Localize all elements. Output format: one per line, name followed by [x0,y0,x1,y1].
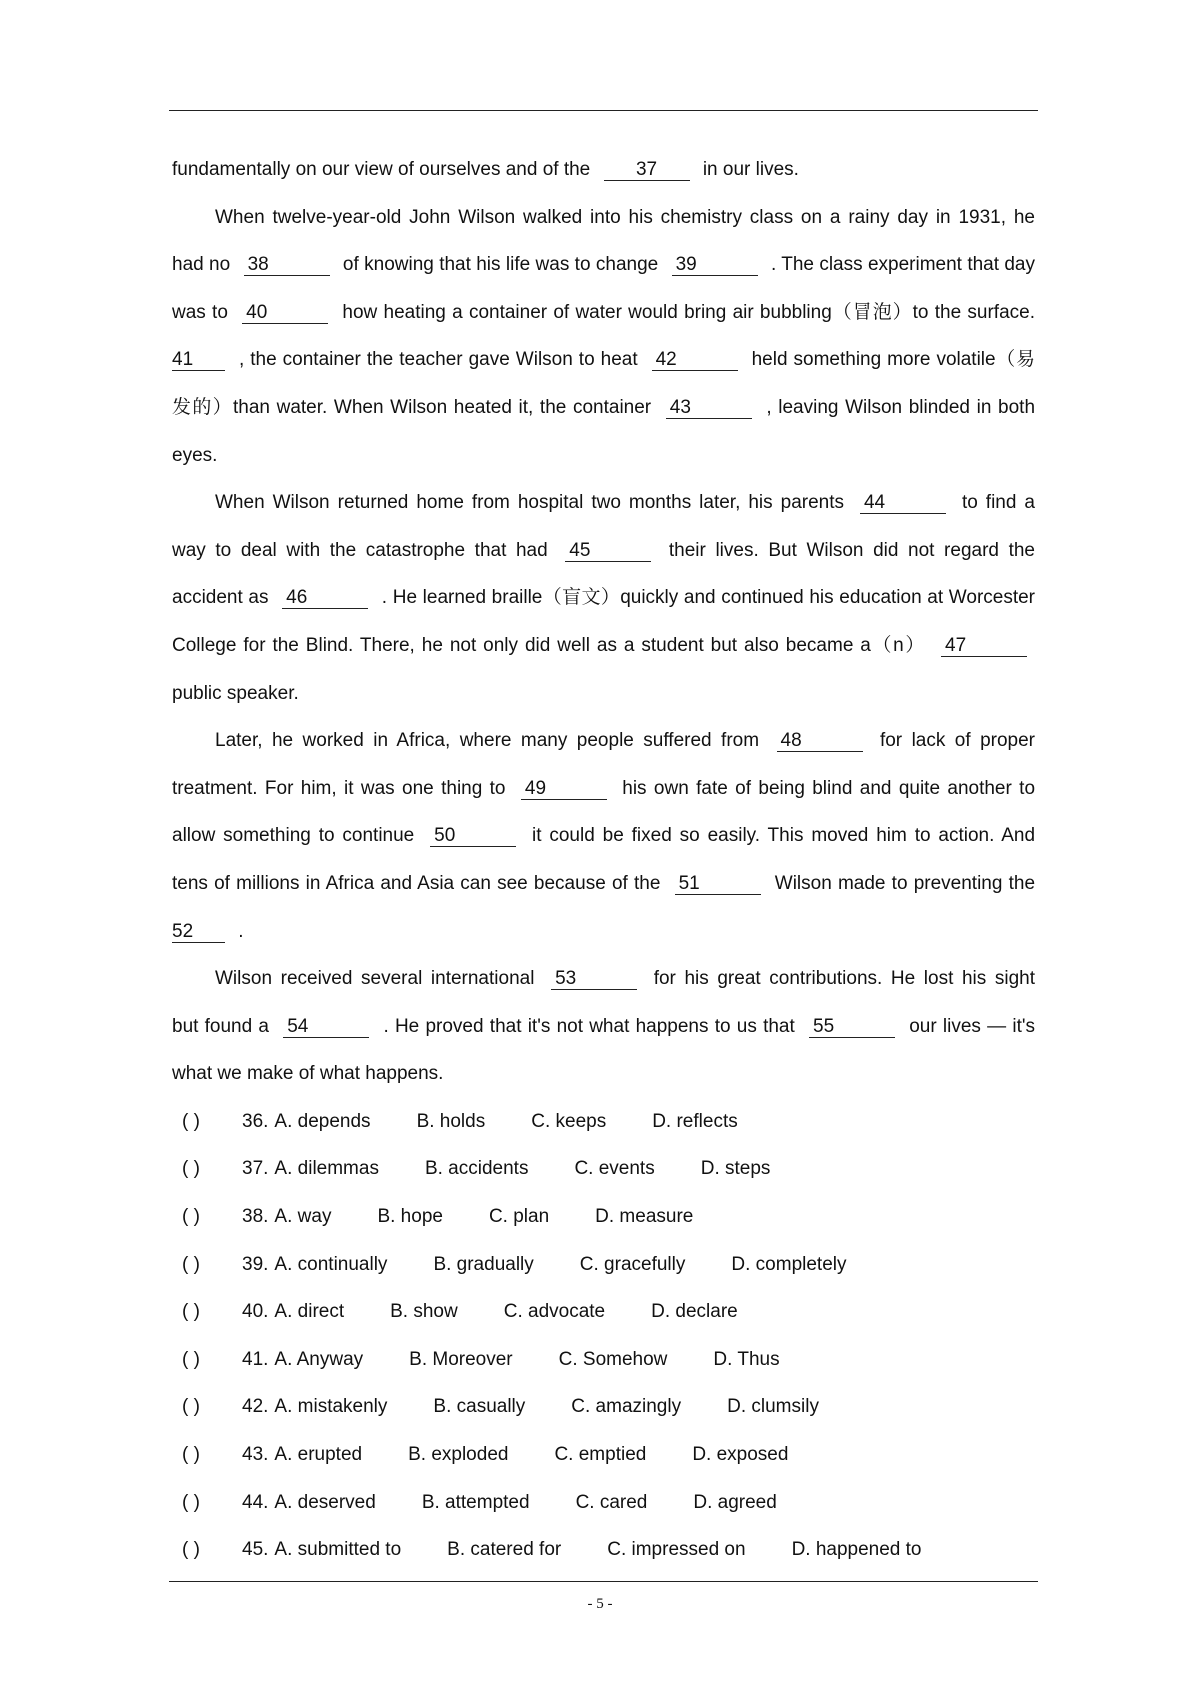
answer-blank: 45 [565,541,651,562]
answer-option: B. accidents [424,1158,529,1180]
passage-line [172,384,1035,432]
passage-text: for his great contributions. He lost his sight [653,968,1035,990]
question-item [172,1193,1035,1241]
passage-text: . The class experiment that day [770,254,1035,276]
passage-text: When Wilson returned home from hospital two months later, his parents [215,492,844,514]
passage-line [172,670,1035,718]
answer-option: C. amazingly [571,1396,682,1418]
passage-text: . [238,920,244,942]
answer-bracket[interactable]: ( ) [182,1206,200,1228]
question-number: 38. [242,1206,269,1228]
question-item [172,1288,1035,1336]
answer-option: D. completely [731,1253,847,1275]
passage-text: held something more volatile（易 [751,349,1035,371]
passage-text: Wilson received several international [215,968,535,990]
answer-blank: 43 [666,398,752,419]
answer-option: C. Somehow [558,1348,668,1370]
answer-option: A. submitted to [274,1539,402,1561]
answer-option: B. Moreover [409,1348,513,1370]
answer-bracket[interactable]: ( ) [182,1301,200,1323]
passage-text: fundamentally on our view of ourselves and of the [172,159,591,180]
question-item [172,1336,1035,1384]
passage-text: When twelve-year-old John Wilson walked into his chemistry class on a rainy day in 1931, he [215,206,1035,228]
question-item [172,1145,1035,1193]
answer-option: D. steps [700,1158,771,1180]
answer-option: B. holds [416,1110,486,1132]
answer-bracket[interactable]: ( ) [182,1539,200,1561]
passage-line [172,574,1035,622]
passage-text: had no [172,254,231,276]
passage-text: Later, he worked in Africa, where many people suffered from [215,730,760,752]
answer-bracket[interactable]: ( ) [182,1396,200,1418]
answer-option: C. emptied [554,1444,647,1466]
answer-bracket[interactable]: ( ) [182,1348,200,1370]
answer-option: B. exploded [408,1444,509,1466]
answer-blank: 50 [430,826,516,847]
answer-bracket[interactable]: ( ) [182,1158,200,1180]
passage-line [172,241,1035,289]
passage-text: tens of millions in Africa and Asia can see because of the [172,872,661,894]
answer-option: A. deserved [274,1491,376,1513]
answer-blank: 37 [604,160,690,181]
page-number: - 5 - [587,1596,613,1612]
passage-text: 发的）than water. When Wilson heated it, the container [172,396,652,418]
passage-text: to find a [961,492,1035,514]
passage-text: Wilson made to preventing the [774,872,1035,894]
answer-option: C. events [574,1158,655,1180]
passage-text: how heating a container of water would bring air bubbling（冒泡）to the surface. [342,301,1035,323]
answer-option: A. mistakenly [274,1396,388,1418]
passage-text: for lack of proper [879,730,1035,752]
answer-option: B. casually [433,1396,526,1418]
answer-option: A. depends [274,1110,371,1132]
question-number: 39. [242,1253,269,1275]
passage-line [172,1003,1035,1051]
passage-line [172,717,1035,765]
answer-bracket[interactable]: ( ) [182,1444,200,1466]
question-number: 42. [242,1396,269,1418]
passage-text: way to deal with the catastrophe that had [172,539,548,561]
answer-blank: 48 [777,731,863,752]
answer-blank: 52 [172,922,225,943]
answer-option: C. impressed on [607,1539,746,1561]
passage-line [172,622,1035,670]
passage-line [172,955,1035,1003]
passage-text: , leaving Wilson blinded in both [766,396,1035,418]
answer-blank: 40 [242,303,328,324]
answer-option: D. measure [595,1206,694,1228]
answer-option: B. hope [377,1206,443,1228]
footer-rule [169,1581,1038,1582]
passage-line [172,146,1035,194]
passage-text: eyes. [172,444,218,466]
answer-blank: 49 [521,779,607,800]
passage-line [172,479,1035,527]
passage-line [172,860,1035,908]
passage-text: but found a [172,1015,269,1037]
question-number: 37. [242,1158,269,1180]
answer-blank: 47 [941,636,1027,657]
answer-blank: 55 [809,1017,895,1038]
question-number: 40. [242,1301,269,1323]
question-item [172,1526,1035,1574]
passage-text: what we make of what happens. [172,1063,444,1085]
answer-option: B. show [390,1301,458,1323]
answer-option: C. cared [575,1491,648,1513]
question-item [172,1241,1035,1289]
answer-blank: 54 [283,1017,369,1038]
passage-line [172,812,1035,860]
answer-bracket[interactable]: ( ) [182,1110,200,1132]
answer-option: A. continually [274,1253,388,1275]
answer-blank: 41 [172,350,225,371]
passage-text: . He proved that it's not what happens to us that [383,1015,795,1037]
document-body [172,146,1035,1574]
passage-text: our lives — it's [909,1015,1035,1037]
question-number: 45. [242,1539,269,1561]
passage-text: treatment. For him, it was one thing to [172,777,506,799]
answer-blank: 46 [282,588,368,609]
answer-option: B. catered for [447,1539,562,1561]
answer-option: C. keeps [531,1110,607,1132]
passage-text: accident as [172,587,269,609]
passage-text: allow something to continue [172,825,415,847]
answer-option: D. happened to [791,1539,922,1561]
answer-bracket[interactable]: ( ) [182,1491,200,1513]
question-list [172,1098,1035,1574]
question-item [172,1431,1035,1479]
answer-option: D. reflects [652,1110,738,1132]
answer-option: D. Thus [713,1348,780,1370]
answer-option: A. direct [274,1301,345,1323]
passage-text: of knowing that his life was to change [342,254,659,276]
passage-text: in our lives. [702,159,799,180]
answer-option: C. advocate [503,1301,606,1323]
answer-option: A. way [274,1206,332,1228]
passage-line [172,432,1035,480]
question-item [172,1098,1035,1146]
answer-blank: 42 [652,350,738,371]
answer-blank: 51 [675,874,761,895]
answer-bracket[interactable]: ( ) [182,1253,200,1275]
answer-option: D. clumsily [727,1396,819,1418]
passage-line [172,908,1035,956]
question-item [172,1383,1035,1431]
passage-line [172,194,1035,242]
question-number: 41. [242,1348,269,1370]
answer-option: A. dilemmas [274,1158,379,1180]
passage-text: College for the Blind. There, he not only did well as a student but also became a（n） [172,634,927,656]
passage-line [172,336,1035,384]
passage-text: his own fate of being blind and quite another to [622,777,1035,799]
question-number: 43. [242,1444,269,1466]
question-number: 44. [242,1491,269,1513]
passage-text: was to [172,301,228,323]
passage-text: , the container the teacher gave Wilson to heat [239,349,638,371]
answer-blank: 53 [551,969,637,990]
answer-option: A. erupted [274,1444,363,1466]
passage-line [172,527,1035,575]
question-item [172,1479,1035,1527]
passage-line [172,765,1035,813]
answer-option: C. gracefully [579,1253,686,1275]
passage-text: . He learned braille（盲文）quickly and continued his education at Worcester [381,587,1035,609]
answer-option: B. gradually [433,1253,534,1275]
header-rule [169,110,1038,111]
answer-option: C. plan [488,1206,550,1228]
answer-option: A. Anyway [274,1348,364,1370]
answer-option: D. exposed [692,1444,789,1466]
answer-option: B. attempted [421,1491,530,1513]
cloze-passage [172,146,1035,1098]
passage-text: their lives. But Wilson did not regard the [668,539,1035,561]
answer-blank: 44 [860,493,946,514]
passage-text: public speaker. [172,682,299,704]
passage-line [172,289,1035,337]
passage-text: it could be fixed so easily. This moved him to action. And [532,825,1035,847]
answer-blank: 39 [672,255,758,276]
question-number: 36. [242,1110,269,1132]
answer-option: D. agreed [693,1491,777,1513]
answer-option: D. declare [651,1301,738,1323]
answer-blank: 38 [244,255,330,276]
passage-line [172,1050,1035,1098]
